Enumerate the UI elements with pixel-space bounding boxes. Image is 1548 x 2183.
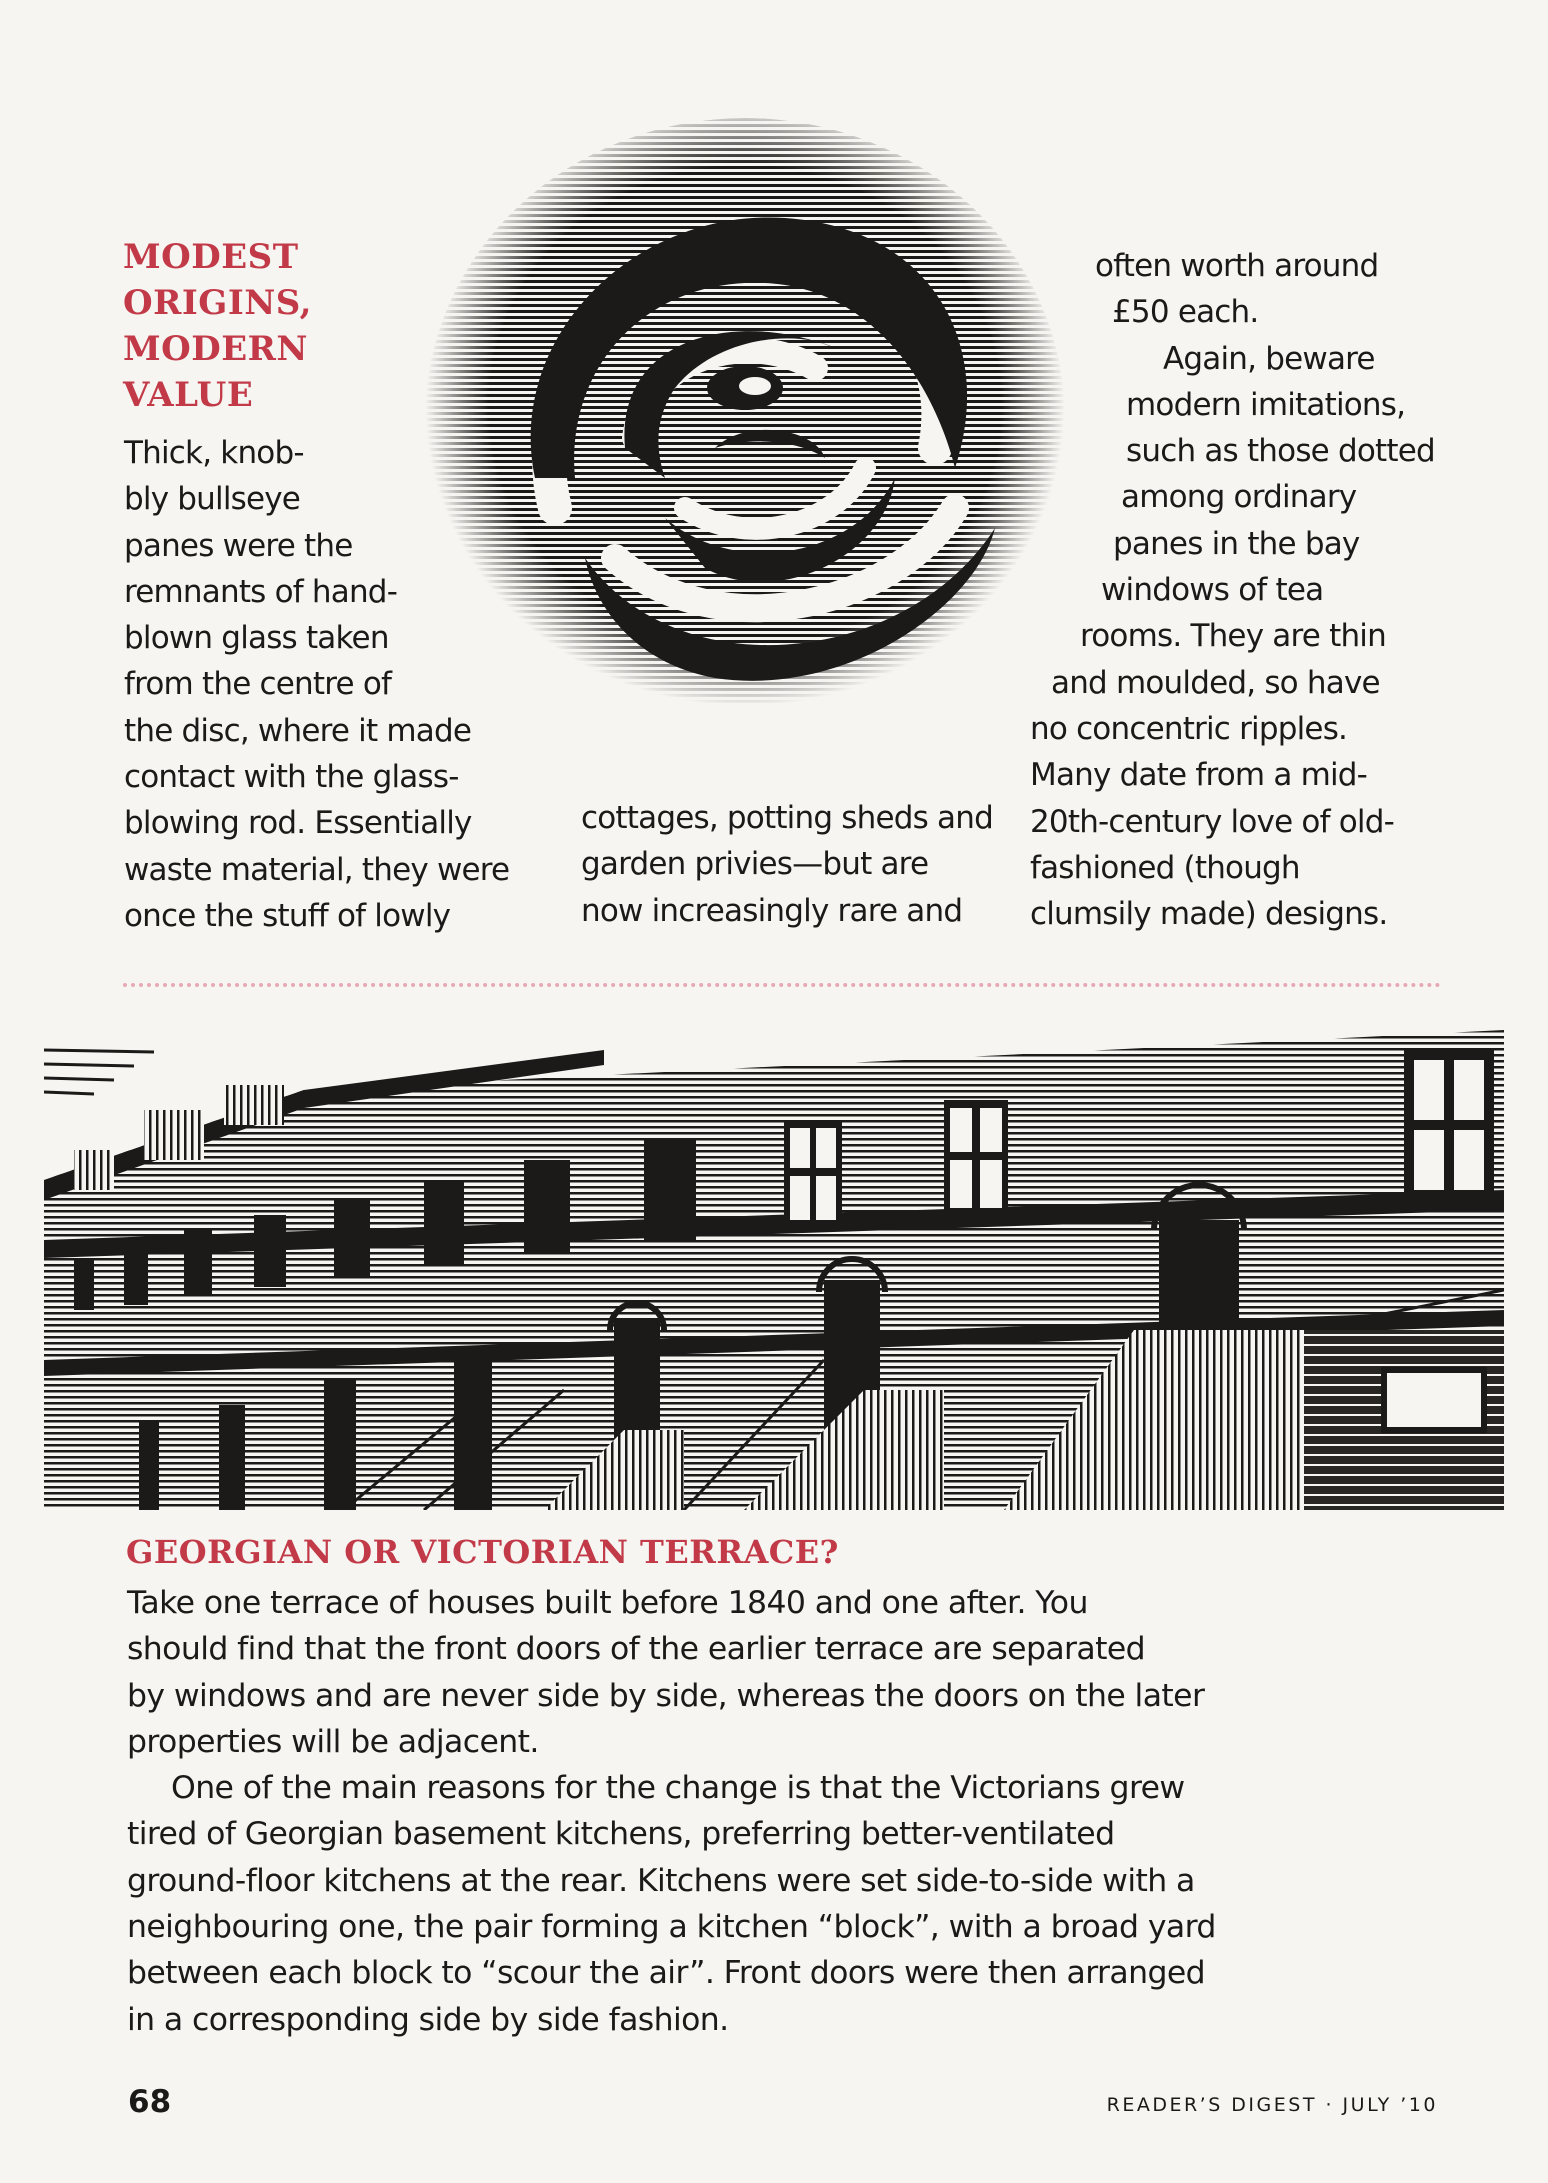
text-line: 20th-century love of old- bbox=[1030, 803, 1394, 840]
running-footer: READER’S DIGEST · JULY ’10 bbox=[1106, 2094, 1438, 2116]
text-line: garden privies—but are bbox=[581, 846, 929, 883]
text-line: Many date from a mid- bbox=[1030, 757, 1368, 794]
text-line: fashioned (though bbox=[1030, 849, 1300, 886]
text-line: by windows and are never side by side, whereas the doors on the later bbox=[127, 1677, 1205, 1714]
text-line: modern imitations, bbox=[1126, 386, 1406, 423]
text-line: now increasingly rare and bbox=[581, 892, 963, 929]
text-line: Thick, knob- bbox=[124, 435, 304, 471]
text-line: £50 each. bbox=[1112, 294, 1259, 331]
text-line: blowing rod. Essentially bbox=[124, 805, 472, 842]
text-line: should find that the front doors of the earlier terrace are separated bbox=[127, 1631, 1146, 1668]
text-line: rooms. They are thin bbox=[1080, 618, 1386, 655]
article-heading: GEORGIAN OR VICTORIAN TERRACE? bbox=[126, 1533, 839, 1571]
article-body bbox=[127, 1580, 1307, 2043]
text-line: cottages, potting sheds and bbox=[581, 800, 993, 836]
text-line: properties will be adjacent. bbox=[127, 1723, 539, 1760]
sidebar-column-3 bbox=[1030, 243, 1450, 937]
text-line: remnants of hand- bbox=[124, 573, 398, 610]
text-line: panes in the bay bbox=[1113, 525, 1360, 562]
text-line: Again, beware bbox=[1163, 340, 1375, 377]
text-line: no concentric ripples. bbox=[1030, 710, 1348, 747]
dotted-divider bbox=[123, 983, 1441, 987]
sidebar-heading bbox=[123, 234, 423, 418]
text-line: clumsily made) designs. bbox=[1030, 896, 1388, 933]
text-line: Take one terrace of houses built before 1840 and one after. You bbox=[127, 1585, 1088, 1621]
text-line: neighbouring one, the pair forming a kitchen “block”, with a broad yard bbox=[127, 1909, 1216, 1946]
text-line: waste material, they were bbox=[124, 851, 510, 888]
text-line: blown glass taken bbox=[124, 620, 389, 657]
text-line: such as those dotted bbox=[1126, 433, 1435, 470]
text-line: from the centre of bbox=[124, 666, 392, 703]
sidebar-heading-line: VALUE bbox=[123, 375, 254, 415]
text-line: among ordinary bbox=[1121, 479, 1357, 516]
terrace-houses-illustration bbox=[44, 1030, 1504, 1510]
sidebar-heading-line: MODERN bbox=[123, 329, 308, 369]
text-line: in a corresponding side by side fashion. bbox=[127, 2001, 729, 2038]
sidebar-column-1 bbox=[124, 430, 544, 939]
text-line: panes were the bbox=[124, 527, 353, 564]
text-line: bly bullseye bbox=[124, 481, 301, 518]
sidebar-column-2 bbox=[581, 795, 1011, 934]
text-line: the disc, where it made bbox=[124, 712, 472, 749]
text-line: tired of Georgian basement kitchens, preferring better-ventilated bbox=[127, 1816, 1115, 1853]
text-line: ground-floor kitchens at the rear. Kitchens were set side-to-side with a bbox=[127, 1862, 1195, 1899]
text-line: often worth around bbox=[1095, 248, 1379, 284]
text-line: windows of tea bbox=[1101, 572, 1324, 609]
sidebar-heading-line: ORIGINS, bbox=[123, 283, 312, 323]
text-line: once the stuff of lowly bbox=[124, 897, 451, 934]
text-line: and moulded, so have bbox=[1051, 664, 1380, 701]
text-line: contact with the glass- bbox=[124, 759, 459, 796]
text-line: One of the main reasons for the change is that the Victorians grew bbox=[171, 1770, 1185, 1807]
sidebar-heading-line: MODEST bbox=[123, 237, 299, 277]
page-number: 68 bbox=[128, 2084, 172, 2120]
text-line: between each block to “scour the air”. Front doors were then arranged bbox=[127, 1955, 1206, 1992]
